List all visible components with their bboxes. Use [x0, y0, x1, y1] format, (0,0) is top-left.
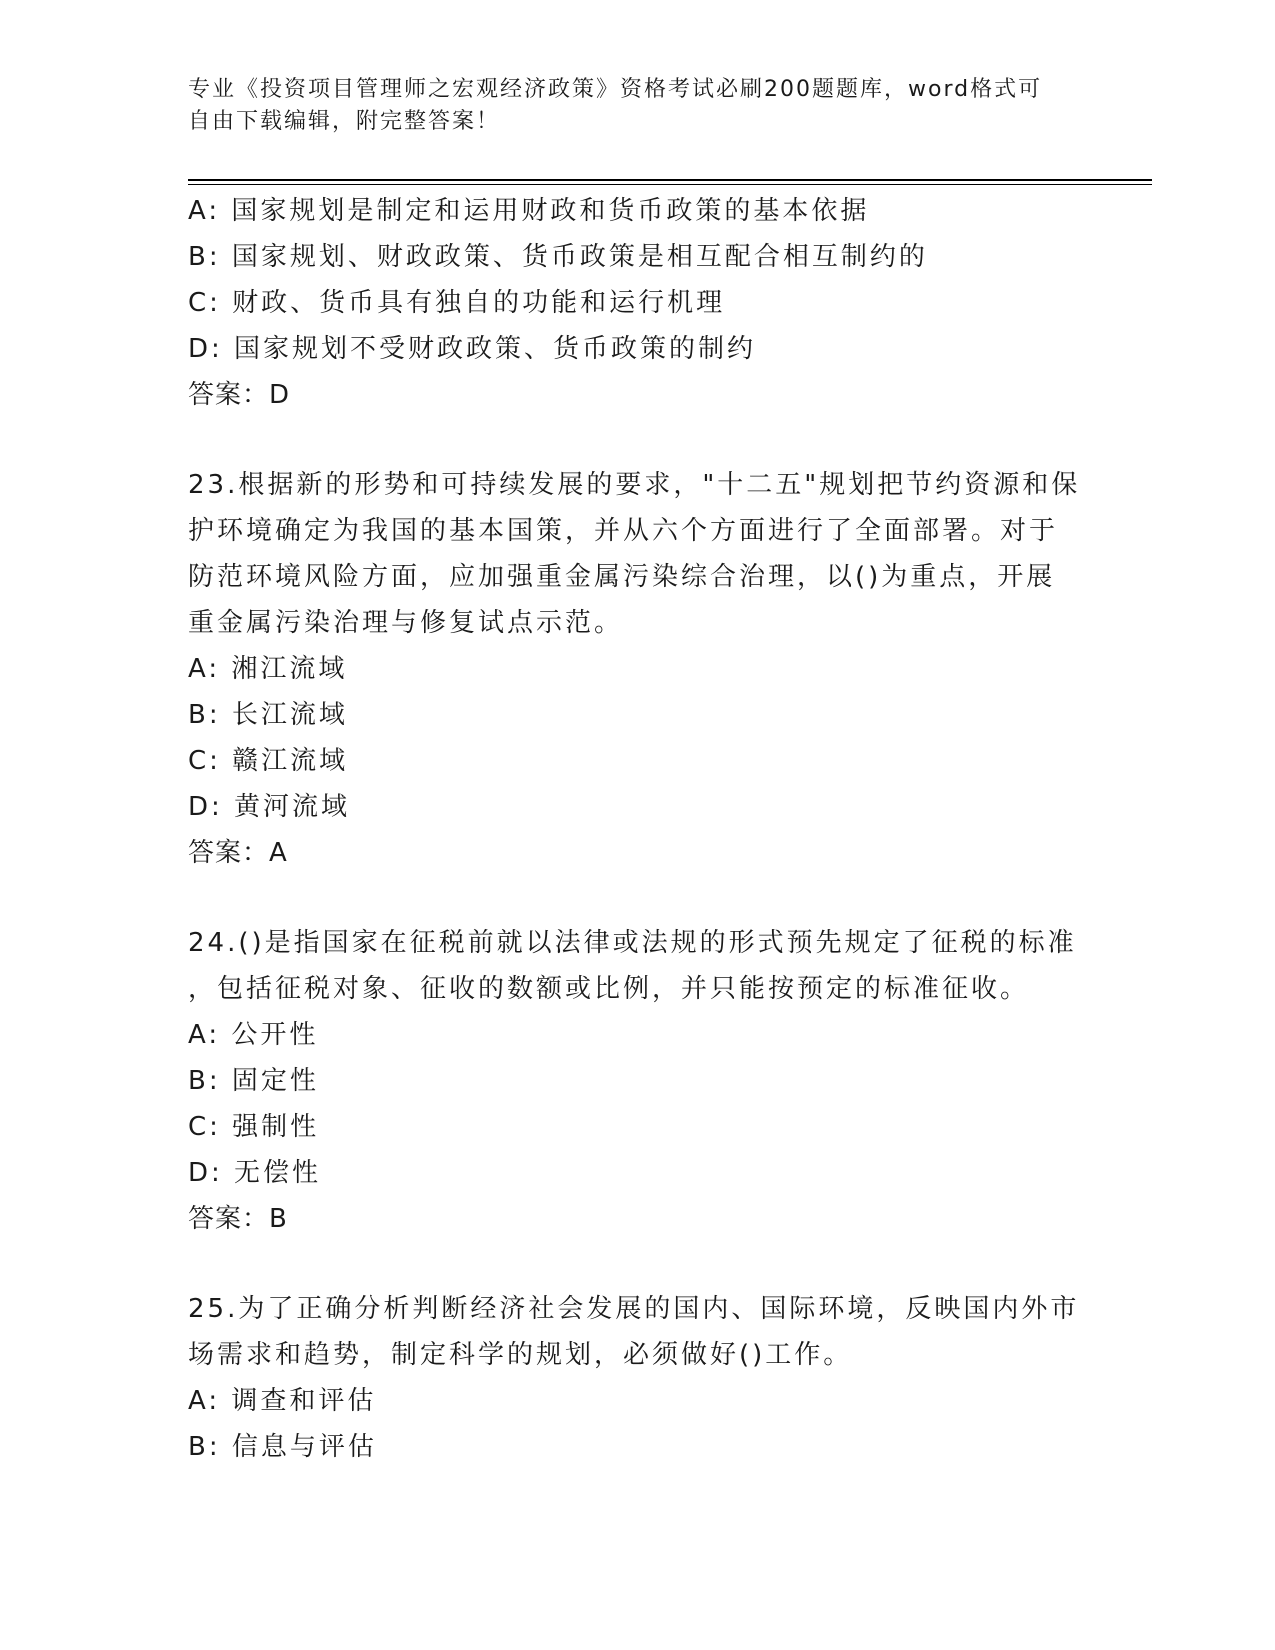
- header-divider-thick: [188, 179, 1152, 181]
- question-stem-line: ，包括征税对象、征收的数额或比例，并只能按预定的标准征收。: [188, 974, 1030, 1004]
- option-a: A: 调查和评估: [188, 1386, 377, 1416]
- option-b: B: 固定性: [188, 1066, 319, 1096]
- option-a: A: 国家规划是制定和运用财政和货币政策的基本依据: [188, 196, 870, 226]
- document-header: [188, 74, 1088, 138]
- header-line-2: 自由下载编辑，附完整答案！: [188, 109, 501, 134]
- option-c: C: 赣江流域: [188, 746, 349, 776]
- question-25: [188, 1286, 1088, 1470]
- question-24: [188, 920, 1088, 1242]
- option-a: A: 湘江流域: [188, 654, 348, 684]
- question-stem-line: 重金属污染治理与修复试点示范。: [188, 608, 624, 638]
- answer: 答案：B: [188, 1204, 288, 1234]
- header-line-1: 专业《投资项目管理师之宏观经济政策》资格考试必刷200题题库，word格式可: [188, 77, 1043, 102]
- option-d: D: 黄河流域: [188, 792, 351, 822]
- option-d: D: 无偿性: [188, 1158, 322, 1188]
- option-b: B: 国家规划、财政政策、货币政策是相互配合相互制约的: [188, 242, 928, 272]
- question-22: [188, 188, 1088, 418]
- option-d: D: 国家规划不受财政政策、货币政策的制约: [188, 334, 757, 364]
- spacer: [188, 1242, 1088, 1286]
- question-list: [188, 188, 1088, 1470]
- question-stem-line: 场需求和趋势，制定科学的规划，必须做好()工作。: [188, 1340, 853, 1370]
- spacer: [188, 418, 1088, 462]
- option-c: C: 强制性: [188, 1112, 320, 1142]
- header-divider-thin: [188, 184, 1152, 185]
- question-stem-line: 护环境确定为我国的基本国策，并从六个方面进行了全面部署。对于: [188, 516, 1059, 546]
- question-23: [188, 462, 1088, 876]
- question-stem-line: 24.()是指国家在征税前就以法律或法规的形式预先规定了征税的标准: [188, 928, 1077, 958]
- spacer: [188, 876, 1088, 920]
- answer: 答案：D: [188, 380, 291, 410]
- question-stem-line: 25.为了正确分析判断经济社会发展的国内、国际环境，反映国内外市: [188, 1294, 1080, 1324]
- question-stem-line: 23.根据新的形势和可持续发展的要求，"十二五"规划把节约资源和保: [188, 470, 1081, 500]
- option-a: A: 公开性: [188, 1020, 319, 1050]
- answer: 答案：A: [188, 838, 288, 868]
- question-stem-line: 防范环境风险方面，应加强重金属污染综合治理，以()为重点，开展: [188, 562, 1056, 592]
- option-b: B: 长江流域: [188, 700, 348, 730]
- option-b: B: 信息与评估: [188, 1432, 377, 1462]
- option-c: C: 财政、货币具有独自的功能和运行机理: [188, 288, 726, 318]
